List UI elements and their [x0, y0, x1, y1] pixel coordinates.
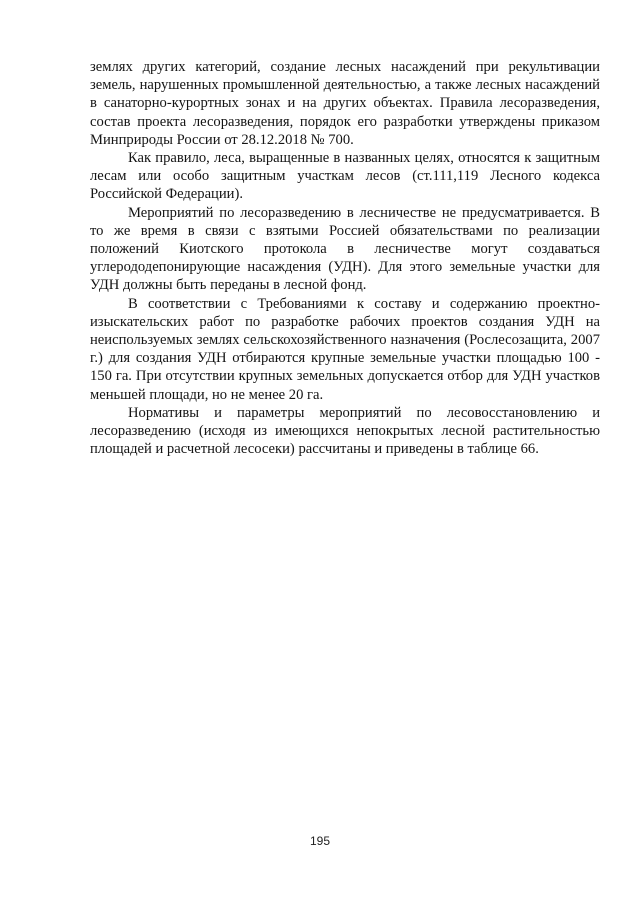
paragraph-norms-table-ref: Нормативы и параметры мероприятий по лесовосстановлению и лесоразведению (исходя из имеющихся непокрытых лесной растительностью площадей и расчетной лесосеки) рассчитаны и приведены в таблице 66.	[90, 404, 600, 458]
paragraph-afforestation-measures: Мероприятий по лесоразведению в лесничестве не предусматривается. В то же время в связи с взятыми Россией обязательствами по реализации положений Киотского протокола в лесничестве могут создаваться углерододепонирующие насаждения (УДН). Для этого земельные участки для УДН должны быть переданы в лесной фонд.	[90, 204, 600, 294]
page-number: 195	[309, 834, 331, 848]
paragraph-protective-forests: Как правило, леса, выращенные в названных целях, относятся к защитным лесам или особо защитным участкам лесов (ст.111,119 Лесного кодекса Российской Федерации).	[90, 150, 600, 203]
paragraph-continuation: землях других категорий, создание лесных насаждений при рекультивации земель, нарушенных промышленной деятельностью, а также лесных насаждений в санаторно-курортных зонах и на других объектах. Правила лесоразведения, состав проекта лесоразведения, порядок его разработки утверждены приказом Минприроды России от 28.12.2018 № 700.	[90, 59, 600, 148]
paragraph-udn-requirements: В соответствии с Требованиями к составу и содержанию проектно-изыскательских работ по разработке рабочих проектов создания УДН на неиспользуемых землях сельскохозяйственного назначения (Рослесозащита, 2007 г.) для создания УДН отбираются крупные земельные участки площадью 100 - 150 га. При отсутствии крупных земельных допускается отбор для УДН участков меньшей площади, но не менее 20 га.	[90, 295, 600, 403]
body-text	[90, 58, 600, 458]
